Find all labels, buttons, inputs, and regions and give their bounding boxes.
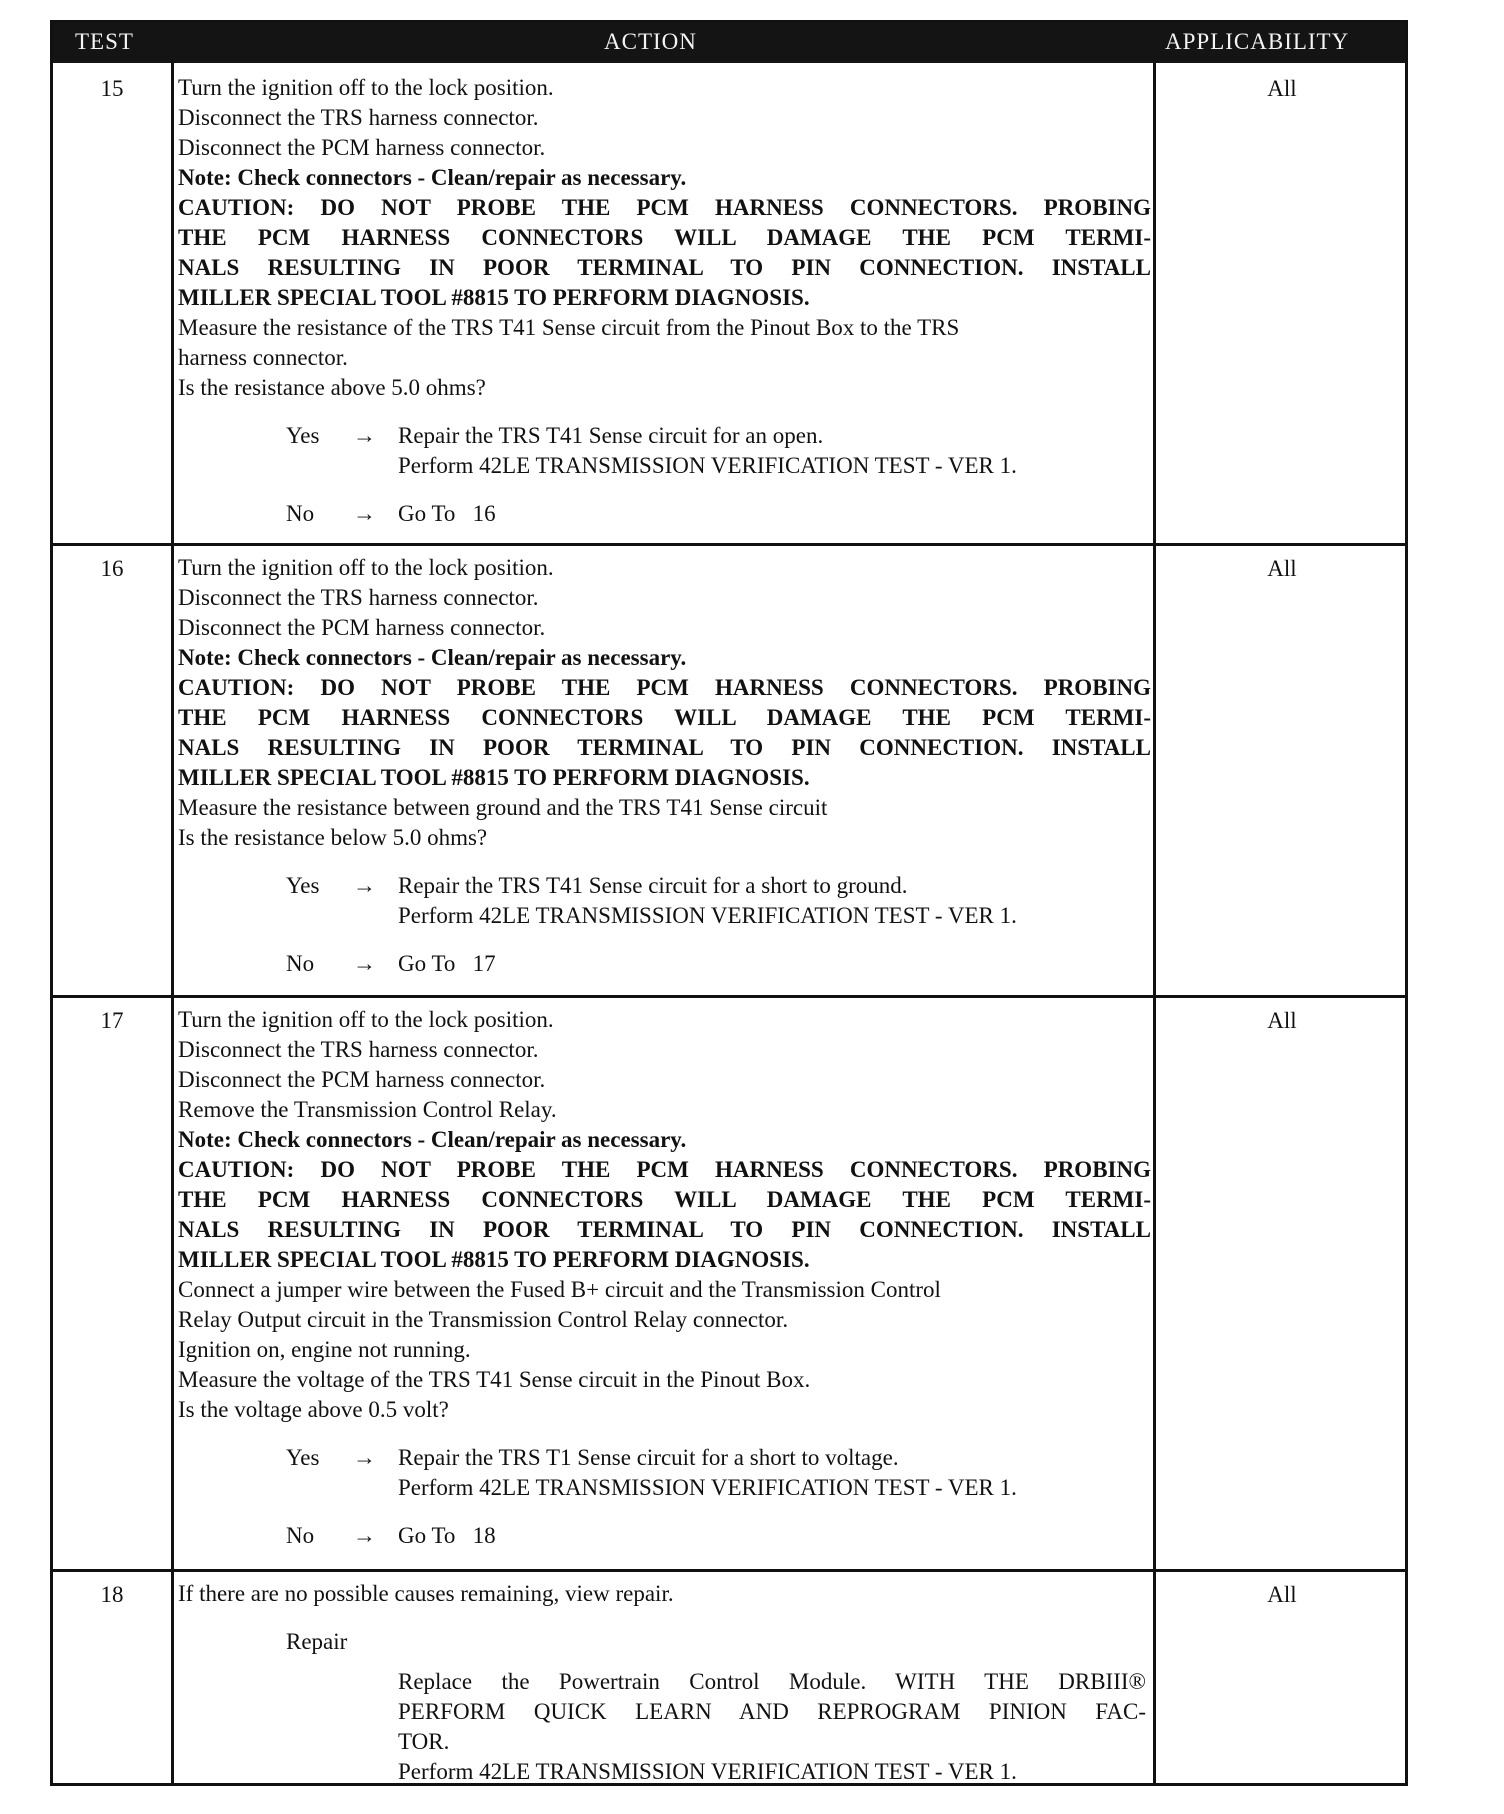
step-line: Disconnect the TRS harness connector. — [178, 105, 539, 130]
no-label: No — [286, 1523, 315, 1548]
yes-text: Perform 42LE TRANSMISSION VERIFICATION TEST - VER 1. — [398, 453, 1017, 478]
caution-line: THE PCM HARNESS CONNECTORS WILL DAMAGE THE PCM TERMI- — [178, 1187, 1151, 1212]
yes-answer — [178, 871, 1151, 901]
caution-line: MILLER SPECIAL TOOL #8815 TO PERFORM DIAGNOSIS. — [178, 285, 810, 310]
yes-answer-continued — [178, 1473, 1151, 1503]
yes-label: Yes — [286, 873, 320, 898]
no-text: Go To 16 — [398, 501, 496, 526]
measure-line: Measure the resistance between ground and the TRS T41 Sense circuit — [178, 795, 828, 820]
no-answer — [178, 1521, 1151, 1551]
caution-line: THE PCM HARNESS CONNECTORS WILL DAMAGE THE PCM TERMI- — [178, 225, 1151, 250]
yes-label: Yes — [286, 423, 320, 448]
arrow-icon: → — [353, 873, 376, 898]
no-answer — [178, 949, 1151, 979]
action-cell — [178, 1579, 1151, 1787]
measure-line: Measure the voltage of the TRS T41 Sense circuit in the Pinout Box. — [178, 1367, 811, 1392]
test-number: 16 — [100, 556, 124, 581]
measure-line: Measure the resistance of the TRS T41 Sense circuit from the Pinout Box to the TRS — [178, 315, 960, 340]
test-number: 18 — [100, 1582, 124, 1607]
yes-answer — [178, 1443, 1151, 1473]
repair-text — [398, 1667, 1146, 1787]
step-line: Disconnect the TRS harness connector. — [178, 585, 539, 610]
action-cell — [178, 73, 1151, 529]
measure-line: harness connector. — [178, 345, 348, 370]
measure-line: Is the resistance below 5.0 ohms? — [178, 825, 488, 850]
step-line: Turn the ignition off to the lock position. — [178, 555, 554, 580]
intro-line: If there are no possible causes remaining, view repair. — [178, 1581, 674, 1606]
arrow-icon: → — [353, 423, 376, 448]
no-label: No — [286, 951, 315, 976]
arrow-icon: → — [353, 1523, 376, 1548]
action-cell — [178, 1005, 1151, 1551]
caution-line: MILLER SPECIAL TOOL #8815 TO PERFORM DIAGNOSIS. — [178, 765, 810, 790]
yes-answer — [178, 421, 1151, 451]
step-line: Disconnect the TRS harness connector. — [178, 1037, 539, 1062]
yes-answer-continued — [178, 901, 1151, 931]
header-test: TEST — [75, 29, 134, 54]
caution-block — [178, 193, 1151, 313]
yes-text: Perform 42LE TRANSMISSION VERIFICATION TEST - VER 1. — [398, 1475, 1017, 1500]
caution-block — [178, 673, 1151, 793]
note-line: Note: Check connectors - Clean/repair as necessary. — [178, 645, 687, 670]
repair-line: Replace the Powertrain Control Module. WITH THE DRBIII® — [398, 1669, 1146, 1694]
caution-line: CAUTION: DO NOT PROBE THE PCM HARNESS CONNECTORS. PROBING — [178, 675, 1151, 700]
applicability-value: All — [1267, 1008, 1297, 1033]
yes-answer-continued — [178, 451, 1151, 481]
caution-line: CAUTION: DO NOT PROBE THE PCM HARNESS CONNECTORS. PROBING — [178, 195, 1151, 220]
arrow-icon: → — [353, 1445, 376, 1470]
yes-text: Repair the TRS T1 Sense circuit for a short to voltage. — [398, 1445, 899, 1470]
step-line: Disconnect the PCM harness connector. — [178, 615, 546, 640]
column-divider — [171, 63, 174, 1783]
note-line: Note: Check connectors - Clean/repair as necessary. — [178, 1127, 687, 1152]
column-divider — [1153, 63, 1156, 1783]
applicability-value: All — [1267, 556, 1297, 581]
table-header — [53, 23, 1405, 63]
yes-text: Repair the TRS T41 Sense circuit for an open. — [398, 423, 824, 448]
row-divider — [53, 995, 1405, 998]
row-divider — [53, 543, 1405, 546]
note-line: Note: Check connectors - Clean/repair as necessary. — [178, 165, 687, 190]
repair-line: Perform 42LE TRANSMISSION VERIFICATION TEST - VER 1. — [398, 1759, 1017, 1784]
yes-text: Perform 42LE TRANSMISSION VERIFICATION TEST - VER 1. — [398, 903, 1017, 928]
test-number: 15 — [100, 76, 124, 101]
step-line: Disconnect the PCM harness connector. — [178, 1067, 546, 1092]
applicability-value: All — [1267, 76, 1297, 101]
step-line: Turn the ignition off to the lock position. — [178, 1007, 554, 1032]
test-number: 17 — [100, 1008, 124, 1033]
yes-text: Repair the TRS T41 Sense circuit for a short to ground. — [398, 873, 908, 898]
row-divider — [53, 1569, 1405, 1572]
measure-line: Is the resistance above 5.0 ohms? — [178, 375, 486, 400]
measure-line: Connect a jumper wire between the Fused B+ circuit and the Transmission Control — [178, 1277, 941, 1302]
caution-line: NALS RESULTING IN POOR TERMINAL TO PIN CONNECTION. INSTALL — [178, 1217, 1151, 1242]
action-cell — [178, 553, 1151, 979]
step-line: Remove the Transmission Control Relay. — [178, 1097, 557, 1122]
arrow-icon: → — [353, 951, 376, 976]
step-line: Disconnect the PCM harness connector. — [178, 135, 546, 160]
arrow-icon: → — [353, 501, 376, 526]
no-label: No — [286, 501, 315, 526]
diagnostic-table — [50, 20, 1408, 1786]
header-action: ACTION — [604, 29, 697, 54]
measure-line: Ignition on, engine not running. — [178, 1337, 471, 1362]
caution-block — [178, 1155, 1151, 1275]
repair-label: Repair — [286, 1629, 348, 1654]
caution-line: NALS RESULTING IN POOR TERMINAL TO PIN CONNECTION. INSTALL — [178, 255, 1151, 280]
measure-line: Relay Output circuit in the Transmission Control Relay connector. — [178, 1307, 789, 1332]
caution-line: THE PCM HARNESS CONNECTORS WILL DAMAGE THE PCM TERMI- — [178, 705, 1151, 730]
step-line: Turn the ignition off to the lock position. — [178, 75, 554, 100]
caution-line: MILLER SPECIAL TOOL #8815 TO PERFORM DIAGNOSIS. — [178, 1247, 810, 1272]
applicability-value: All — [1267, 1582, 1297, 1607]
measure-line: Is the voltage above 0.5 volt? — [178, 1397, 449, 1422]
yes-label: Yes — [286, 1445, 320, 1470]
caution-line: NALS RESULTING IN POOR TERMINAL TO PIN CONNECTION. INSTALL — [178, 735, 1151, 760]
repair-line: TOR. — [398, 1729, 450, 1754]
repair-line: PERFORM QUICK LEARN AND REPROGRAM PINION FAC- — [398, 1699, 1146, 1724]
no-answer — [178, 499, 1151, 529]
caution-line: CAUTION: DO NOT PROBE THE PCM HARNESS CONNECTORS. PROBING — [178, 1157, 1151, 1182]
no-text: Go To 17 — [398, 951, 496, 976]
header-applicability: APPLICABILITY — [1165, 29, 1350, 54]
no-text: Go To 18 — [398, 1523, 496, 1548]
